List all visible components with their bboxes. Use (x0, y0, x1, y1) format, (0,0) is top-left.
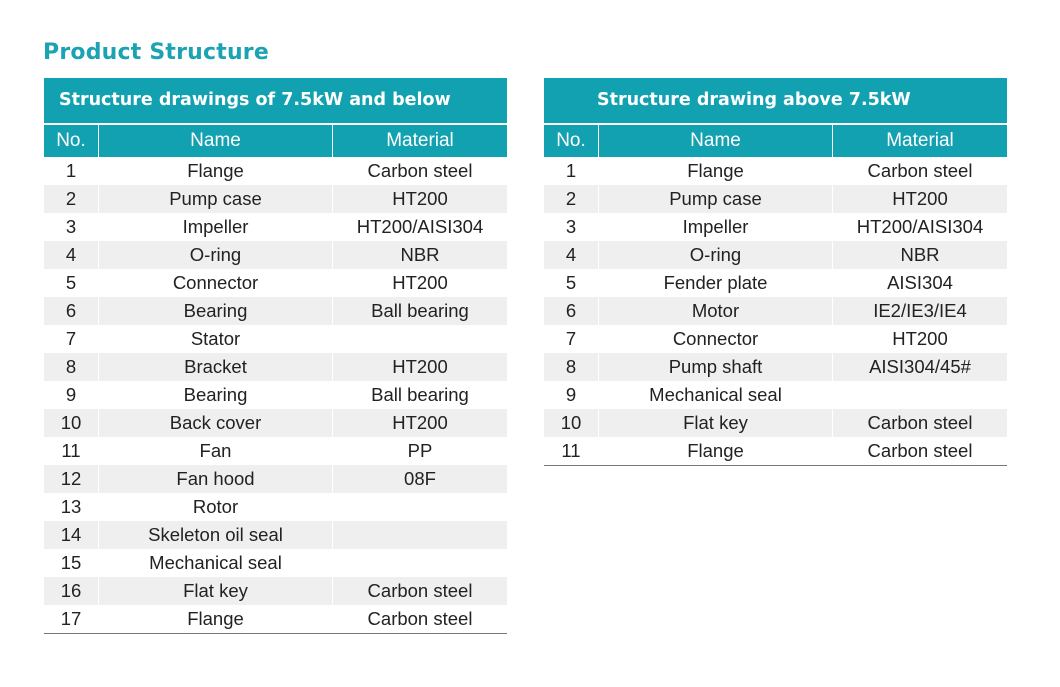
cell-no: 14 (44, 521, 99, 549)
table-row (44, 409, 507, 437)
cell-name: Motor (599, 297, 833, 325)
table-row (544, 157, 1007, 185)
cell-material: Ball bearing (371, 384, 469, 405)
cell-material: HT200 (892, 328, 948, 349)
cell-no: 16 (44, 577, 99, 605)
cell-name: Bracket (99, 353, 333, 381)
table-row (44, 549, 507, 577)
cell-name: Stator (99, 325, 333, 353)
cell-name: Pump case (599, 185, 833, 213)
cell-no: 7 (544, 325, 599, 353)
cell-name: Mechanical seal (599, 381, 833, 409)
cell-no: 10 (544, 409, 599, 437)
table-row (544, 381, 1007, 409)
cell-material: AISI304/45# (869, 356, 971, 377)
table-row (544, 269, 1007, 297)
cell-material: Carbon steel (367, 608, 473, 629)
cell-name: Flange (99, 605, 333, 633)
table-row (44, 157, 507, 185)
table-row (544, 241, 1007, 269)
table-row (44, 437, 507, 465)
cell-name: Impeller (99, 213, 333, 241)
cell-material: HT200 (392, 412, 448, 433)
cell-material: Carbon steel (867, 160, 973, 181)
page-title: Product Structure (43, 40, 269, 65)
cell-no: 8 (544, 353, 599, 381)
cell-name: Fender plate (599, 269, 833, 297)
table-above-7-5kw (544, 78, 1007, 466)
cell-name: Bearing (99, 381, 333, 409)
cell-name: Fan (99, 437, 333, 465)
cell-no: 5 (44, 269, 99, 297)
cell-no: 8 (44, 353, 99, 381)
cell-material (333, 493, 507, 521)
table-row (544, 325, 1007, 353)
cell-name: O-ring (599, 241, 833, 269)
table-row (544, 353, 1007, 381)
table-header-row (44, 125, 507, 157)
table-title: Structure drawings of 7.5kW and below (44, 78, 507, 125)
cell-name: Back cover (99, 409, 333, 437)
table-row (44, 297, 507, 325)
table-header-row (544, 125, 1007, 157)
cell-material: HT200 (892, 188, 948, 209)
table-row (44, 381, 507, 409)
header-material: Material (386, 130, 454, 151)
cell-material (833, 381, 1007, 409)
table-row (44, 605, 507, 633)
cell-material: Ball bearing (371, 300, 469, 321)
cell-material: NBR (900, 244, 940, 265)
cell-material: PP (407, 440, 433, 461)
header-name: Name (99, 125, 333, 157)
cell-no: 4 (44, 241, 99, 269)
table-row (44, 213, 507, 241)
cell-name: Flange (99, 157, 333, 185)
cell-no: 7 (44, 325, 99, 353)
cell-name: Connector (99, 269, 333, 297)
table-row (544, 213, 1007, 241)
cell-no: 3 (44, 213, 99, 241)
cell-no: 2 (44, 185, 99, 213)
table-row (544, 297, 1007, 325)
header-material: Material (886, 130, 954, 151)
cell-material: Carbon steel (367, 160, 473, 181)
cell-name: Connector (599, 325, 833, 353)
cell-no: 1 (544, 157, 599, 185)
cell-material (333, 549, 507, 577)
cell-name: O-ring (99, 241, 333, 269)
table-title: Structure drawing above 7.5kW (544, 78, 1007, 125)
cell-no: 1 (44, 157, 99, 185)
header-no: No. (544, 125, 599, 157)
cell-no: 17 (44, 605, 99, 633)
table-7-5kw-and-below (44, 78, 507, 634)
cell-material: HT200 (392, 356, 448, 377)
cell-no: 12 (44, 465, 99, 493)
cell-name: Rotor (99, 493, 333, 521)
table-row (44, 353, 507, 381)
cell-material: NBR (400, 244, 440, 265)
cell-no: 3 (544, 213, 599, 241)
cell-no: 13 (44, 493, 99, 521)
cell-material: 08F (404, 468, 436, 489)
table-row (44, 269, 507, 297)
cell-no: 11 (44, 437, 99, 465)
cell-material: HT200 (392, 272, 448, 293)
cell-material: Carbon steel (867, 412, 973, 433)
cell-name: Flange (599, 157, 833, 185)
header-no: No. (44, 125, 99, 157)
table-row (44, 577, 507, 605)
header-name: Name (599, 125, 833, 157)
cell-no: 9 (44, 381, 99, 409)
cell-material (333, 521, 507, 549)
cell-no: 6 (544, 297, 599, 325)
table-row (44, 493, 507, 521)
cell-no: 9 (544, 381, 599, 409)
cell-material: HT200/AISI304 (356, 216, 484, 237)
cell-no: 4 (544, 241, 599, 269)
cell-material: HT200 (392, 188, 448, 209)
table-body (544, 157, 1007, 466)
cell-name: Impeller (599, 213, 833, 241)
cell-name: Mechanical seal (99, 549, 333, 577)
cell-name: Fan hood (99, 465, 333, 493)
table-row (544, 185, 1007, 213)
cell-name: Pump shaft (599, 353, 833, 381)
cell-no: 15 (44, 549, 99, 577)
table-row (44, 241, 507, 269)
cell-no: 11 (544, 437, 599, 465)
cell-material: AISI304 (887, 272, 953, 293)
cell-name: Pump case (99, 185, 333, 213)
cell-name: Flat key (599, 409, 833, 437)
table-row (544, 437, 1007, 465)
cell-no: 5 (544, 269, 599, 297)
table-row (44, 465, 507, 493)
table-body (44, 157, 507, 634)
table-row (44, 325, 507, 353)
cell-name: Skeleton oil seal (99, 521, 333, 549)
cell-name: Bearing (99, 297, 333, 325)
cell-no: 6 (44, 297, 99, 325)
table-row (44, 521, 507, 549)
table-row (544, 409, 1007, 437)
table-row (44, 185, 507, 213)
cell-material: Carbon steel (367, 580, 473, 601)
cell-material (333, 325, 507, 353)
cell-name: Flat key (99, 577, 333, 605)
cell-no: 10 (44, 409, 99, 437)
cell-material: HT200/AISI304 (856, 216, 984, 237)
cell-no: 2 (544, 185, 599, 213)
cell-name: Flange (599, 437, 833, 465)
cell-material: IE2/IE3/IE4 (873, 300, 967, 321)
cell-material: Carbon steel (867, 440, 973, 461)
